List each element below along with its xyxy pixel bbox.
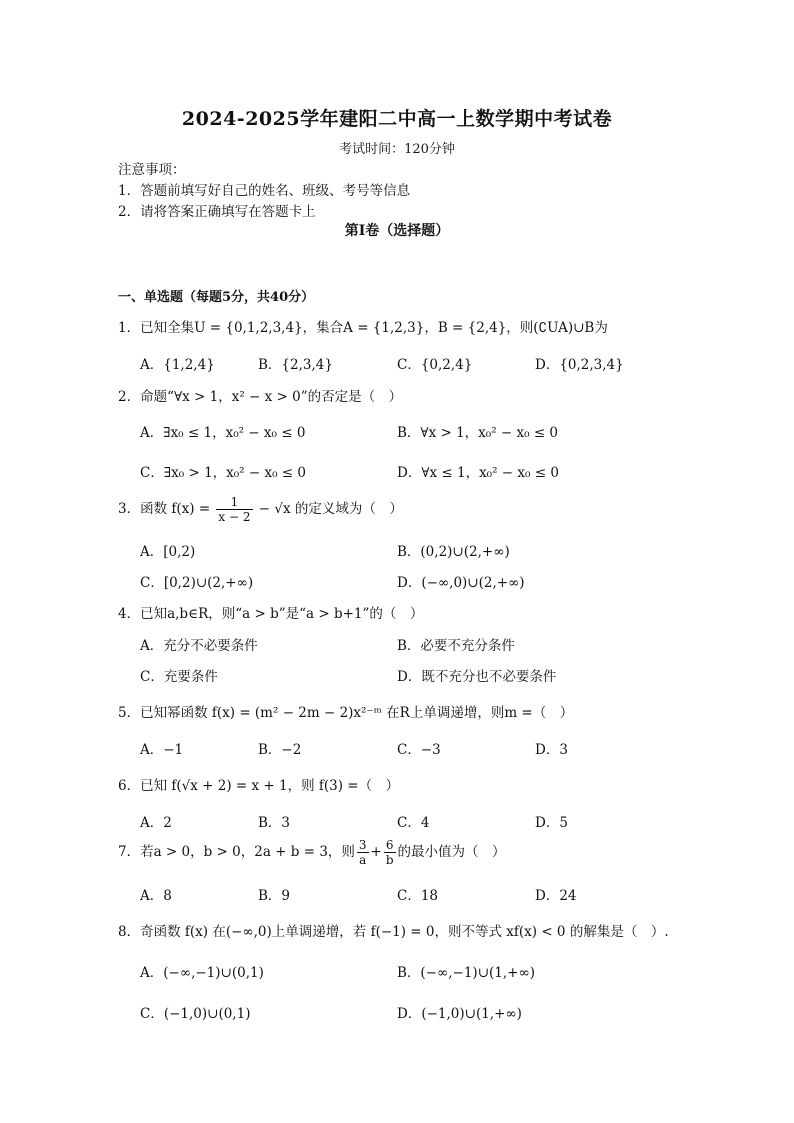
exam-title: 2024-2025学年建阳二中高一上数学期中考试卷 xyxy=(181,108,613,130)
option-a: A．{1,2,4} xyxy=(140,357,215,373)
option-d: D．∀x ≤ 1，x₀² − x₀ ≤ 0 xyxy=(397,465,559,481)
notes-heading: 注意事项： xyxy=(118,162,186,178)
fraction-numerator: 1 xyxy=(216,495,252,510)
note-item: 2．请将答案正确填写在答题卡上 xyxy=(118,204,316,220)
option-b: B．必要不充分条件 xyxy=(397,638,515,654)
stem-suffix: 的最小值为（ ） xyxy=(397,844,506,860)
fraction-denominator: b xyxy=(385,853,394,867)
fraction xyxy=(357,838,369,867)
fraction-denominator: x − 2 xyxy=(218,510,251,524)
option-a: A．2 xyxy=(140,815,172,831)
option-b: B．(−∞,−1)∪(1,+∞) xyxy=(397,965,535,981)
option-c: C．(−1,0)∪(0,1) xyxy=(140,1006,251,1022)
option-c: C．[0,2)∪(2,+∞) xyxy=(140,575,254,591)
option-a: A．(−∞,−1)∪(0,1) xyxy=(140,965,264,981)
option-b: B．(0,2)∪(2,+∞) xyxy=(397,544,510,560)
option-c: C．充要条件 xyxy=(140,669,218,685)
stem-prefix: 7．若a > 0，b > 0，2a + b = 3，则 xyxy=(118,844,355,860)
plus-sign: + xyxy=(370,844,382,860)
fraction-denominator: a xyxy=(359,853,367,867)
option-d: D．24 xyxy=(535,888,577,904)
option-d: D．5 xyxy=(535,815,568,831)
option-a: A．8 xyxy=(140,888,172,904)
question-stem: 2．命题“∀x > 1，x² − x > 0”的否定是（ ） xyxy=(118,389,403,405)
fraction-numerator: 6 xyxy=(384,838,396,853)
option-b: B．−2 xyxy=(258,742,302,758)
option-c: C．−3 xyxy=(397,742,441,758)
option-c: C．{0,2,4} xyxy=(397,357,473,373)
option-a: A．[0,2) xyxy=(140,544,196,560)
question-stem: 4．已知a,b∈R，则“a > b”是“a > b+1”的（ ） xyxy=(118,606,424,622)
option-a: A．∃x₀ ≤ 1，x₀² − x₀ ≤ 0 xyxy=(140,425,306,441)
question-stem: 5．已知幂函数 f(x) = (m² − 2m − 2)x²⁻ᵐ 在R上单调递增，则m =（ ） xyxy=(118,705,574,721)
option-c: C．18 xyxy=(397,888,439,904)
option-d: D．(−1,0)∪(1,+∞) xyxy=(397,1006,522,1022)
option-d: D．既不充分也不必要条件 xyxy=(397,669,557,685)
fraction-numerator: 3 xyxy=(358,838,367,852)
stem-suffix: − √x 的定义域为（ ） xyxy=(254,501,403,517)
notes-block xyxy=(118,160,410,223)
option-a: A．−1 xyxy=(140,742,184,758)
option-d: D．{0,2,3,4} xyxy=(535,357,624,373)
option-d: D．(−∞,0)∪(2,+∞) xyxy=(397,575,525,591)
option-d: D．3 xyxy=(535,742,568,758)
question-stem: 6．已知 f(√x + 2) = x + 1，则 f(3) =（ ） xyxy=(118,778,400,794)
option-b: B．{2,3,4} xyxy=(258,357,333,373)
option-b: B．9 xyxy=(258,888,291,904)
exam-time: 考试时间：120分钟 xyxy=(339,142,455,157)
option-c: C．∃x₀ > 1，x₀² − x₀ ≤ 0 xyxy=(140,465,307,481)
volume-title: 第I卷（选择题） xyxy=(344,223,450,239)
option-a: A．充分不必要条件 xyxy=(140,638,258,654)
option-b: B．∀x > 1，x₀² − x₀ ≤ 0 xyxy=(397,425,559,441)
part-heading: 一、单选题（每题5分，共40分） xyxy=(118,290,315,305)
fraction xyxy=(216,495,252,524)
question-stem: 8．奇函数 f(x) 在(−∞,0)上单调递增，若 f(−1) = 0，则不等式 xf(x) < 0 的解集是（ ）. xyxy=(118,924,669,940)
stem-prefix: 3．函数 f(x) = xyxy=(118,501,215,517)
option-b: B．3 xyxy=(258,815,291,831)
question-stem: 1．已知全集U = {0,1,2,3,4}，集合A = {1,2,3}，B = {2,4}，则(∁UA)∪B为 xyxy=(118,320,608,336)
fraction xyxy=(384,838,396,867)
question-stem xyxy=(118,838,678,867)
question-stem xyxy=(118,495,678,524)
option-c: C．4 xyxy=(397,815,430,831)
note-item: 1．答题前填写好自己的姓名、班级、考号等信息 xyxy=(118,183,411,199)
